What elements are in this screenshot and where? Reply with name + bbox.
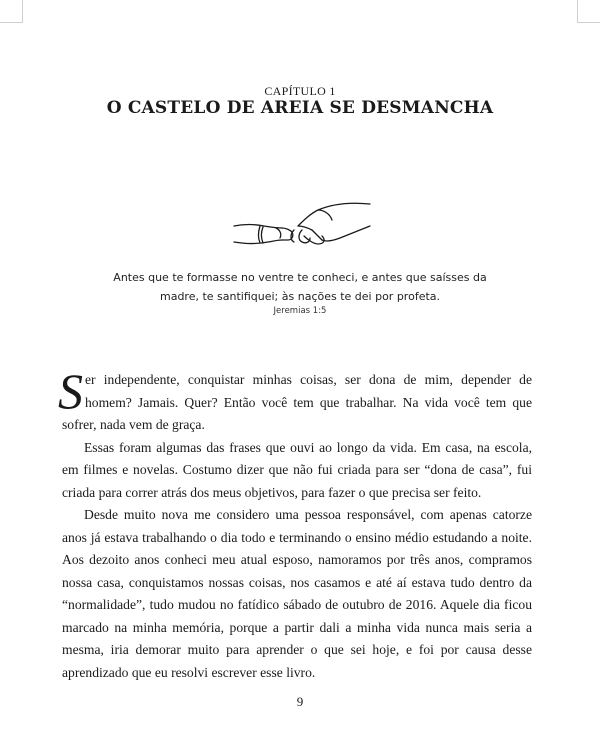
crop-mark-left [0, 0, 23, 23]
hands-holding-icon [232, 196, 372, 258]
paragraph [58, 363, 532, 437]
paragraph-text: er independente, conquistar minhas coisas, ser dona de mim, depender de homem? Jamais. Quer? Então você tem que trabalhar. Na vida você tem que sofrer, nada vem de graça. [62, 372, 532, 432]
epigraph: Antes que te formasse no ventre te conheci, e antes que saísses da madre, te santifiquei; às nações te dei por profeta. [113, 271, 487, 303]
paragraph: Essas foram algumas das frases que ouvi ao longo da vida. Em casa, na escola, em filmes e novelas. Costumo dizer que não fui criada para ser “dona de casa”, fui criada para correr atrás dos meus objetivos, para fazer o que precisa ser feito. [62, 439, 532, 500]
chapter-label: CAPÍTULO 1 [264, 84, 336, 98]
epigraph-reference: Jeremias 1:5 [273, 306, 327, 316]
paragraph: Desde muito nova me considero uma pessoa responsável, com apenas catorze anos já estava trabalhando o dia todo e terminando o ensino médio estudando a noite. Aos dezoito anos conheci meu atual esposo, namoramos por três anos, compramos nossa casa, conquistamos nossas coisas, nos casamos e até aí estava tudo dentro da “normalidade”, tudo mudou no fatídico sábado de outubro de 2016. Aquele dia ficou marcado na minha memória, porque a partir dali a minha vida nunca mais seria a mesma, iria demorar muito para aprender o que sei hoje, e foi por causa desse aprendizado que eu resolvi escrever esse livro. [62, 507, 532, 680]
page-number: 9 [296, 694, 304, 709]
chapter-body [58, 363, 532, 684]
chapter-title: O CASTELO DE AREIA SE DESMANCHA [106, 98, 494, 118]
drop-cap: S [58, 363, 83, 419]
crop-mark-right [577, 0, 600, 23]
